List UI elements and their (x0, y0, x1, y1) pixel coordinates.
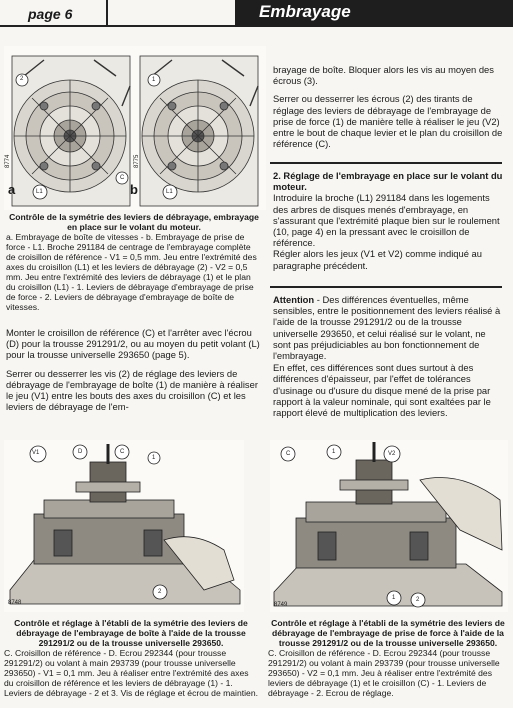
figure-label-a: a (8, 182, 16, 197)
callout-1: 1 (152, 77, 156, 83)
bench-photo-right (270, 440, 508, 612)
paragraph: En effet, ces différences sont dues surtout à des différences d'épaisseur, par l'effet de tolérances d'usinage ou d'usure du disque mené de la prise par rapport à la valeur nominale, qui sont exaltées par le rapport élevé de multiplication des leviers. (273, 362, 491, 419)
top-figure-caption (6, 212, 262, 312)
paragraph: Introduire la broche (L1) 291184 dans les logements des arbres de disques menés d'embrayage, en s'assurant que l'extrémité plaque bien sur le roulement (10, page 4) en la pressant avec le croisillon de référence. (273, 192, 500, 249)
caption-title: Contrôle et réglage à l'établi de la symétrie des leviers de débrayage de l'embrayage de prise de force à l'aide de la trousse 291291/2 ou de la trousse universelle 293650. (271, 618, 505, 648)
paragraph: Serrer ou desserrer les écrous (2) des tirants de réglage des leviers de débrayage de l'embrayage de prise de force (1) de manière telle à réaliser le jeu (V2) entre le bout de chaque levier et le plan du croisillon de référence (C). (273, 93, 503, 150)
section-title: Embrayage (259, 2, 351, 21)
bench-photo-left (4, 440, 244, 612)
section-banner (235, 0, 513, 27)
left-column-text (6, 327, 264, 419)
callout-2: 2 (20, 76, 24, 82)
bench-photo-left-caption (4, 618, 258, 698)
photo-ref: 8749 (274, 602, 288, 608)
paragraph: Serrer ou desserrer les vis (2) de réglage des leviers de débrayage de l'embrayage de boîte (1) de manière à réaliser le jeu (V1) entre les bouts des axes du croisillon (C) et les leviers de débrayage de l'em- (6, 367, 258, 413)
callout-c: C (120, 449, 125, 455)
right-column-text (273, 64, 503, 156)
callout-2: 2 (416, 597, 420, 603)
figure-ref-a: 8774 (5, 154, 11, 168)
header-rule (108, 25, 235, 27)
attention-label: Attention (273, 294, 315, 305)
callout-c: C (120, 175, 125, 181)
bench-photo-right-caption (268, 618, 508, 698)
callout-l1-b: L1 (166, 189, 173, 195)
callout-d: D (78, 449, 83, 455)
figure-ref-b: 8775 (134, 154, 140, 168)
callout-l1-a: L1 (36, 189, 43, 195)
section-2 (273, 170, 503, 271)
caption-title: Contrôle et réglage à l'établi de la symétrie des leviers de débrayage de l'embrayage de boîte à l'aide de la trousse 291291/2 ou de la trousse universelle 293650. (14, 618, 248, 648)
paragraph: Régler alors les jeux (V1 et V2) comme indiqué au paragraphe précédent. (273, 248, 482, 271)
paragraph: brayage de boîte. Bloquer alors les vis au moyen des écrous (3). (273, 64, 494, 87)
photo-ref: 8748 (8, 600, 22, 606)
callout-c: C (286, 451, 291, 457)
callout-1: 1 (392, 595, 396, 601)
callout-v1: V1 (32, 450, 40, 456)
callout-1: 1 (332, 449, 336, 455)
caption-body: C. Croisillon de référence - D. Ecrou 292344 (pour trousse 291291/2) ou volant à main 293739 (pour trousse universelle 293650) - V1 = 0,1 mm. Jeu à réaliser entre l'extrémité des axes du croisillon de référence et les leviers de débrayage (1) - 1. Leviers de débrayage - 2 et 3. Vis de réglage et écrou de maintien. (4, 648, 258, 698)
attention-note (273, 294, 503, 425)
paragraph: Monter le croisillon de référence (C) et l'arrêter avec l'écrou (D) pour la trousse 291291/2, ou au moyen du petit volant (L) pour la trousse universelle 293650 (page 5). (6, 327, 260, 361)
divider (270, 286, 502, 288)
page-number-box (0, 0, 108, 27)
attention-text: - Des différences éventuelles, même sensibles, entre le positionnement des leviers réalisé à l'aide de la trousse 291291/2 ou de la trousse universelle 293650, et celui réalisé sur le volant, ne sont pas préjudiciables au bon fonctionnement de l'embrayage. (273, 294, 501, 362)
figure-label-b: b (130, 182, 138, 197)
caption-title: Contrôle de la symétrie des leviers de débrayage, embrayage en place sur le volant du moteur. (9, 212, 259, 232)
divider (270, 162, 502, 164)
callout-2: 2 (158, 589, 162, 595)
caption-body: C. Croisillon de référence - D. Ecrou 292344 (pour trousse 291291/2) ou volant à main 293739 (pour trousse universelle 293650) - V2 = 0,1 mm. Jeu à réaliser entre l'extrémité des leviers de débrayage (1) et le croisillon (C) - 1. Leviers de débrayage - 2. Ecrou de réglage. (268, 648, 500, 698)
page-number: page 6 (28, 6, 73, 22)
callout-1: 1 (152, 455, 156, 461)
caption-body: a. Embrayage de boîte de vitesses - b. Embrayage de prise de force - L1. Broche 291184 de centrage de l'embrayage complète de croisillon de référence - V1 = 0,5 mm. Jeu entre l'extrémité des axes du croisillon (L1) et les leviers de débrayage (2) - V2 = 0,5 mm. Jeu entre l'extrémité des leviers de débrayage (1) et le plan du croisillon (L1) - 1. Leviers de débrayage d'embrayage de prise de force - 2. Leviers de débrayage d'embrayage de boîte de vitesses. (6, 232, 257, 312)
section-heading: 2. Réglage de l'embrayage en place sur le volant du moteur. (273, 170, 503, 193)
callout-v2: V2 (388, 451, 396, 457)
